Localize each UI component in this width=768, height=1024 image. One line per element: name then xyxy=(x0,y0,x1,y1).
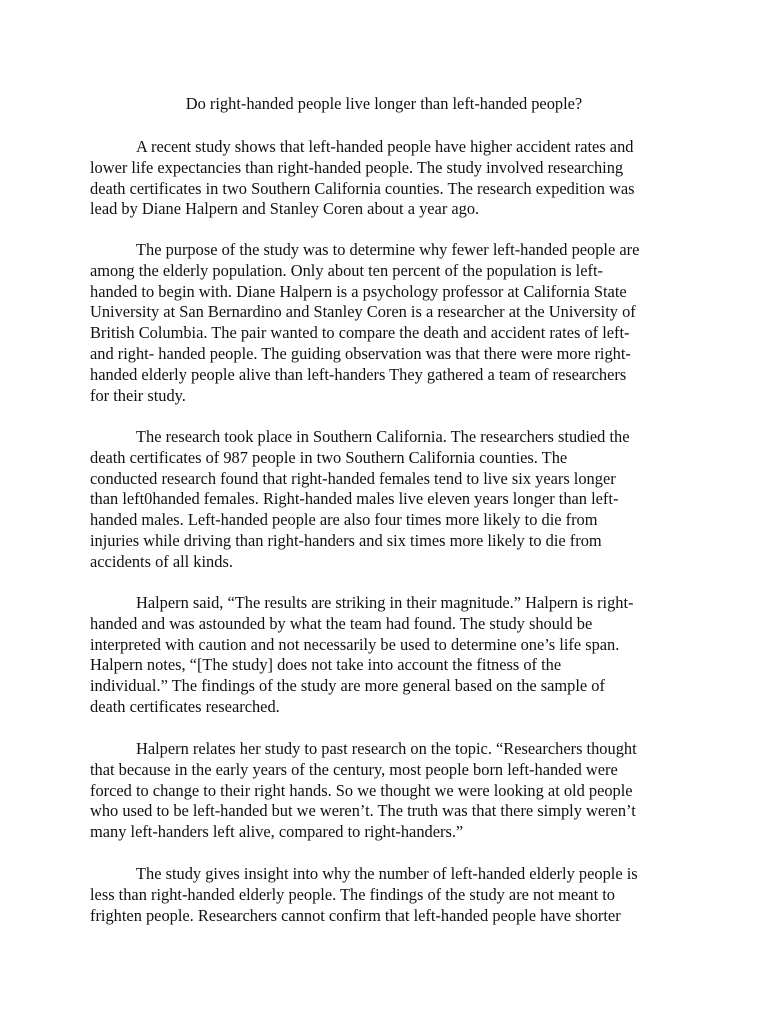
text-line: handed males. Left-handed people are also four times more likely to die from xyxy=(90,510,598,530)
text-line: Halpern relates her study to past research on the topic. “Researchers thought xyxy=(136,739,637,758)
text-line: A recent study shows that left-handed people have higher accident rates and xyxy=(136,137,634,156)
text-line: and right- handed people. The guiding observation was that there were more right- xyxy=(90,343,631,363)
text-line: conducted research found that right-handed females tend to live six years longer xyxy=(90,468,616,488)
paragraph xyxy=(90,240,690,406)
text-line: University at San Bernardino and Stanley Coren is a researcher at the University of xyxy=(90,302,636,322)
text-line: death certificates in two Southern California counties. The research expedition was xyxy=(90,178,635,198)
text-line: Halpern said, “The results are striking in their magnitude.” Halpern is right- xyxy=(136,593,634,612)
text-line: The study gives insight into why the number of left-handed elderly people is xyxy=(136,864,638,883)
text-line: who used to be left-handed but we weren’t. The truth was that there simply weren’t xyxy=(90,801,636,821)
text-line: accidents of all kinds. xyxy=(90,551,233,571)
text-line: individual.” The findings of the study are more general based on the sample of xyxy=(90,676,605,696)
text-line: lead by Diane Halpern and Stanley Coren about a year ago. xyxy=(90,199,480,219)
text-line: injuries while driving than right-handers and six times more likely to die from xyxy=(90,530,602,550)
text-line: frighten people. Researchers cannot confirm that left-handed people have shorter xyxy=(90,905,621,925)
text-line: than left0handed females. Right-handed males live eleven years longer than left- xyxy=(90,489,619,509)
text-line: death certificates researched. xyxy=(90,696,280,716)
paragraph xyxy=(90,739,690,843)
text-line: handed and was astounded by what the team had found. The study should be xyxy=(90,613,593,633)
text-line: interpreted with caution and not necessarily be used to determine one’s life span. xyxy=(90,634,620,654)
text-line: The research took place in Southern California. The researchers studied the xyxy=(136,427,630,446)
text-line: British Columbia. The pair wanted to compare the death and accident rates of left- xyxy=(90,323,630,343)
paragraph xyxy=(90,864,690,926)
text-line: handed to begin with. Diane Halpern is a psychology professor at California State xyxy=(90,281,627,301)
text-line: less than right-handed elderly people. The findings of the study are not meant to xyxy=(90,884,615,904)
text-line: for their study. xyxy=(90,385,186,405)
paragraph xyxy=(90,427,690,573)
text-line: lower life expectancies than right-handed people. The study involved researching xyxy=(90,157,624,177)
text-line: Halpern notes, “[The study] does not take into account the fitness of the xyxy=(90,655,562,675)
text-line: handed elderly people alive than left-handers They gathered a team of researchers xyxy=(90,364,627,384)
text-line: The purpose of the study was to determine why fewer left-handed people are xyxy=(136,240,640,259)
paragraph xyxy=(90,137,690,220)
text-line: many left-handers left alive, compared to right-handers.” xyxy=(90,822,464,842)
document-title: Do right-handed people live longer than left-handed people? xyxy=(185,94,583,113)
text-line: death certificates of 987 people in two Southern California counties. The xyxy=(90,447,568,467)
text-line: forced to change to their right hands. So we thought we were looking at old people xyxy=(90,780,633,800)
text-line: among the elderly population. Only about ten percent of the population is left- xyxy=(90,260,603,280)
text-line: that because in the early years of the century, most people born left-handed were xyxy=(90,759,618,779)
paragraph xyxy=(90,593,690,718)
